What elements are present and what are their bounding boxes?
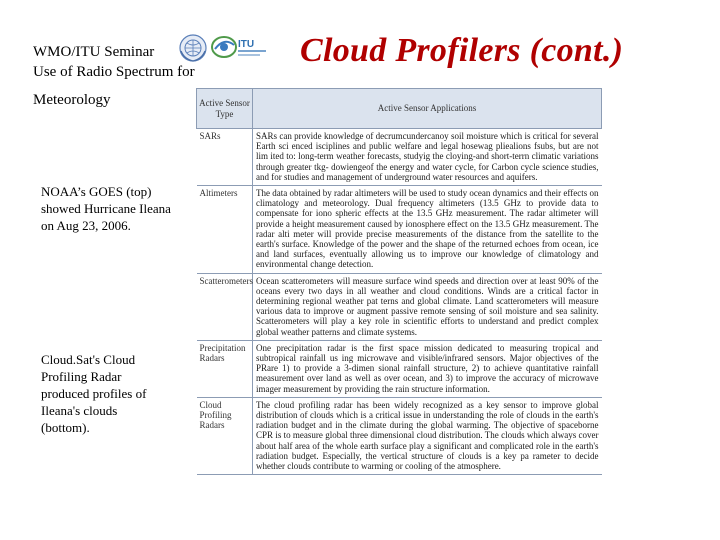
sensor-application-cell: The cloud profiling radar has been widely recognized as a key sensor to improve global distribution of clouds which is a critical issue in understanding the role of clouds in the earth's radiation budget and in the climate during the global warming. The objective of spaceborne CPR is to measure global three dimensional cloud distribution. The clouds which always cover about half area of the whole earth surface play a significant and complicated role in the earth's radiation budget. Especially, the vertical structure of clouds is a key pa rameter to decide whether clouds contribute to warming or cooling of the atmosphere. — [253, 397, 602, 474]
sensor-application-cell: The data obtained by radar altimeters will be used to study ocean dynamics and their effects on climatology and meteorology. Dual frequency altimeters (13.5 GHz to provide data to compensate for iono spheric effects at the 13.5 GHz measurement. The radar altimeter will provide a height measurement caused by ionosphere effect on the 13.5 GHz measurement. The radar alti meter will provide precise measurements of the distance from the satellite to the earth's surface. Knowledge of the power and the shape of the returned echoes from ocean, ice and land surfaces, eventually allowing us to improve our knowledge of climatology and environmental change detection. — [253, 186, 602, 274]
table-row — [197, 273, 602, 340]
seminar-line-2: Use of Radio Spectrum for — [33, 64, 195, 80]
sensor-type-cell: Cloud Profiling Radars — [197, 397, 253, 474]
goes-caption: NOAA’s GOES (top) showed Hurricane Ileana on Aug 23, 2006. — [41, 184, 171, 233]
table-row — [197, 340, 602, 397]
itu-logo-text: ITU — [238, 39, 255, 50]
wmo-logo-icon — [178, 33, 208, 63]
seminar-line-1: WMO/ITU Seminar — [33, 44, 155, 60]
sensor-application-cell: SARs can provide knowledge of decrumcundercanoy soil moisture which is critical for several Earth sci enced isciplines and public welfare and legal hosewag pliealions fsubs, but are not lim ited to: long-term weather forecasts, studyig the cloying-and short-terrn climatic variations through greater tkg- dowiengeof the energy and water cycle, for Carbon cycle science studies, and for studies and management of underground water resources and aquifers. — [253, 129, 602, 186]
seminar-line-3: Meteorology — [33, 92, 111, 108]
table-row — [197, 186, 602, 274]
table-row — [197, 397, 602, 474]
table-row — [197, 129, 602, 186]
sensor-application-cell: One precipitation radar is the first space mission dedicated to measuring tropical and subtropical rainfall us ing microwave and visible/infrared sensors. Major objectives of the PRare 1) to provide a 3-dimen sional rainfall structure, 2) to achieve quantitative rainfall measurement over land as well as over ocean, and 3) to improve the accuracy of microwave imager measurement by providing the rain structure information. — [253, 340, 602, 397]
sensor-type-cell: SARs — [197, 129, 253, 186]
header-sensor-applications: Active Sensor Applications — [253, 89, 602, 129]
slide-title: Cloud Profilers (cont.) — [300, 32, 624, 69]
itu-logo-icon — [210, 33, 270, 61]
active-sensor-table — [196, 88, 602, 472]
table-header-row — [197, 89, 602, 129]
sensor-application-cell: Ocean scatterometers will measure surface wind speeds and direction over at least 90% of the oceans every two days in all weather and cloud conditions. Winds are a critical factor in determining regional weather pat terns and global climate. Land scatterometers will measure various data to improve or augment passive remote sensing of soil moisture and sea salinity. Scatterometers will play a key role in scientific efforts to understand and predict complex global weather patterns and climate systems. — [253, 273, 602, 340]
cloudsat-caption: Cloud.Sat's Cloud Profiling Radar produced profiles of Ileana's clouds (bottom). — [41, 352, 147, 435]
header-sensor-type: Active Sensor Type — [197, 89, 253, 129]
sensor-type-cell: Precipitation Radars — [197, 340, 253, 397]
sensor-type-cell: Scatterometers — [197, 273, 253, 340]
sensor-type-cell: Altimeters — [197, 186, 253, 274]
